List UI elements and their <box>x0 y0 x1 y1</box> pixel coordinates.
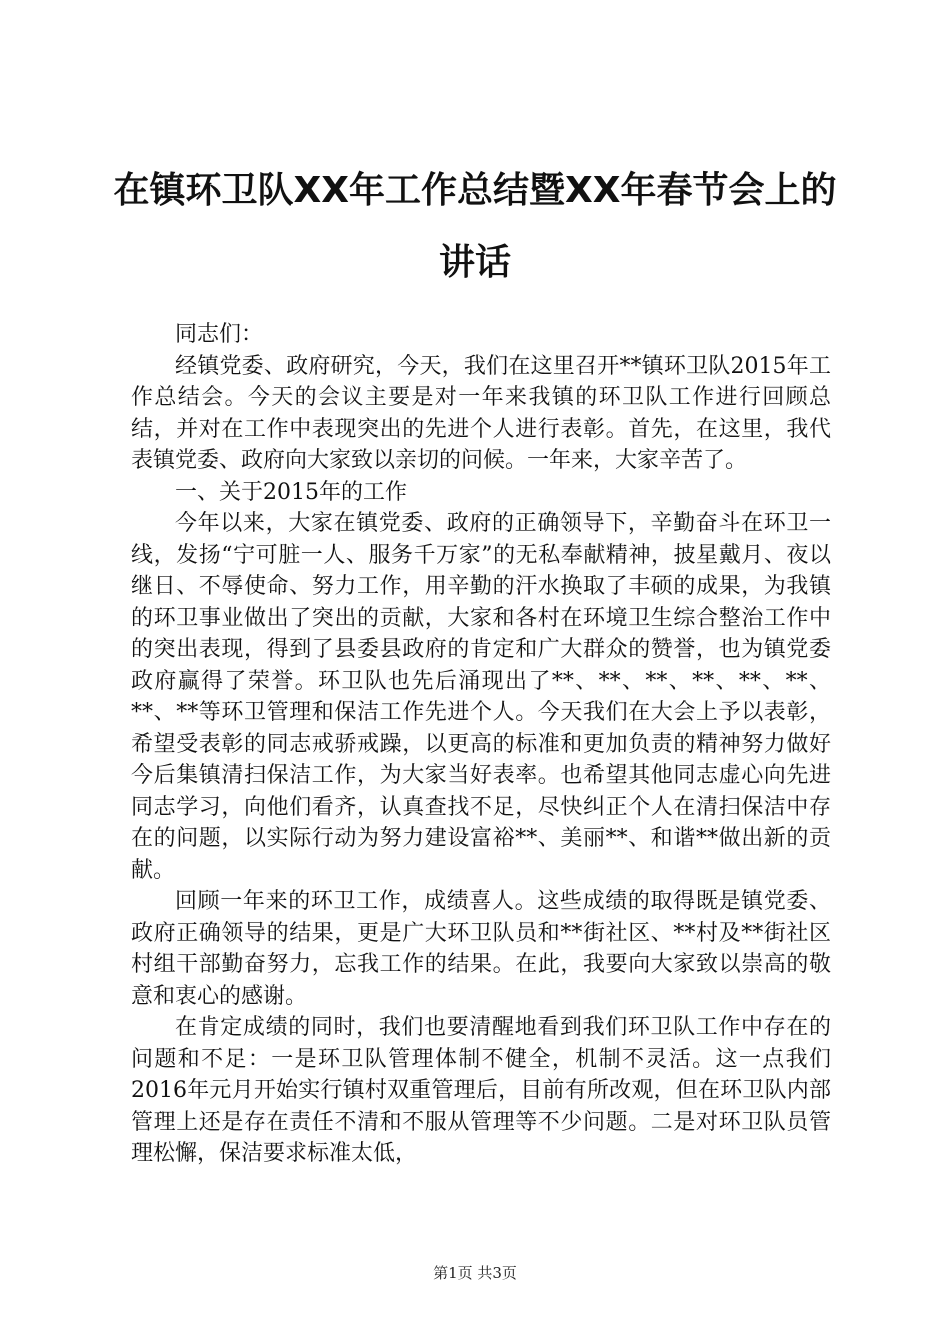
intro-paragraph: 经镇党委、政府研究，今天，我们在这里召开**镇环卫队2015年工作总结会。今天的会议主要是对一年来我镇的环卫队工作进行回顾总结，并对在工作中表现突出的先进个人进行表彰。首先，在这里，我代表镇党委、政府向大家致以亲切的问候。一年来，大家辛苦了。 <box>131 353 831 473</box>
salutation-paragraph: 同志们： <box>175 322 264 347</box>
review-paragraph: 回顾一年来的环卫工作，成绩喜人。这些成绩的取得既是镇党委、政府正确领导的结果，更是广大环卫队员和**街社区、**村及**街社区村组干部勤奋努力，忘我工作的结果。在此，我要向大家致以崇高的敬意和衷心的感谢。 <box>131 889 831 1009</box>
document-title: 在镇环卫队XX年工作总结暨XX年春节会上的讲话 <box>113 170 837 283</box>
page-number-footer: 第1页 共3页 <box>433 1264 517 1282</box>
section-heading: 一、关于2015年的工作 <box>175 479 407 505</box>
problems-paragraph: 在肯定成绩的同时，我们也要清醒地看到我们环卫队工作中存在的问题和不足：一是环卫队管理体制不健全，机制不灵活。这一点我们2016年元月开始实行镇村双重管理后，目前有所改观，但在环卫队内部管理上还是存在责任不清和不服从管理等不少问题。二是对环卫队员管理松懈，保洁要求标准太低， <box>131 1015 831 1166</box>
document-body <box>131 319 831 1170</box>
achievements-paragraph: 今年以来，大家在镇党委、政府的正确领导下，辛勤奋斗在环卫一线，发扬“宁可脏一人、服务千万家”的无私奉献精神，披星戴月、夜以继日、不辱使命、努力工作，用辛勤的汗水换取了丰硕的成果，为我镇的环卫事业做出了突出的贡献，大家和各村在环境卫生综合整治工作中的突出表现，得到了县委县政府的肯定和广大群众的赞誉，也为镇党委政府赢得了荣誉。环卫队也先后涌现出了**、**、**、**、**、**、**、**等环卫管理和保洁工作先进个人。今天我们在大会上予以表彰，希望受表彰的同志戒骄戒躁，以更高的标准和更加负责的精神努力做好今后集镇清扫保洁工作，为大家当好表率。也希望其他同志虚心向先进同志学习，向他们看齐，认真查找不足，尽快纠正个人在清扫保洁中存在的问题，以实际行动为努力建设富裕**、美丽**、和谐**做出新的贡献。 <box>131 511 831 883</box>
